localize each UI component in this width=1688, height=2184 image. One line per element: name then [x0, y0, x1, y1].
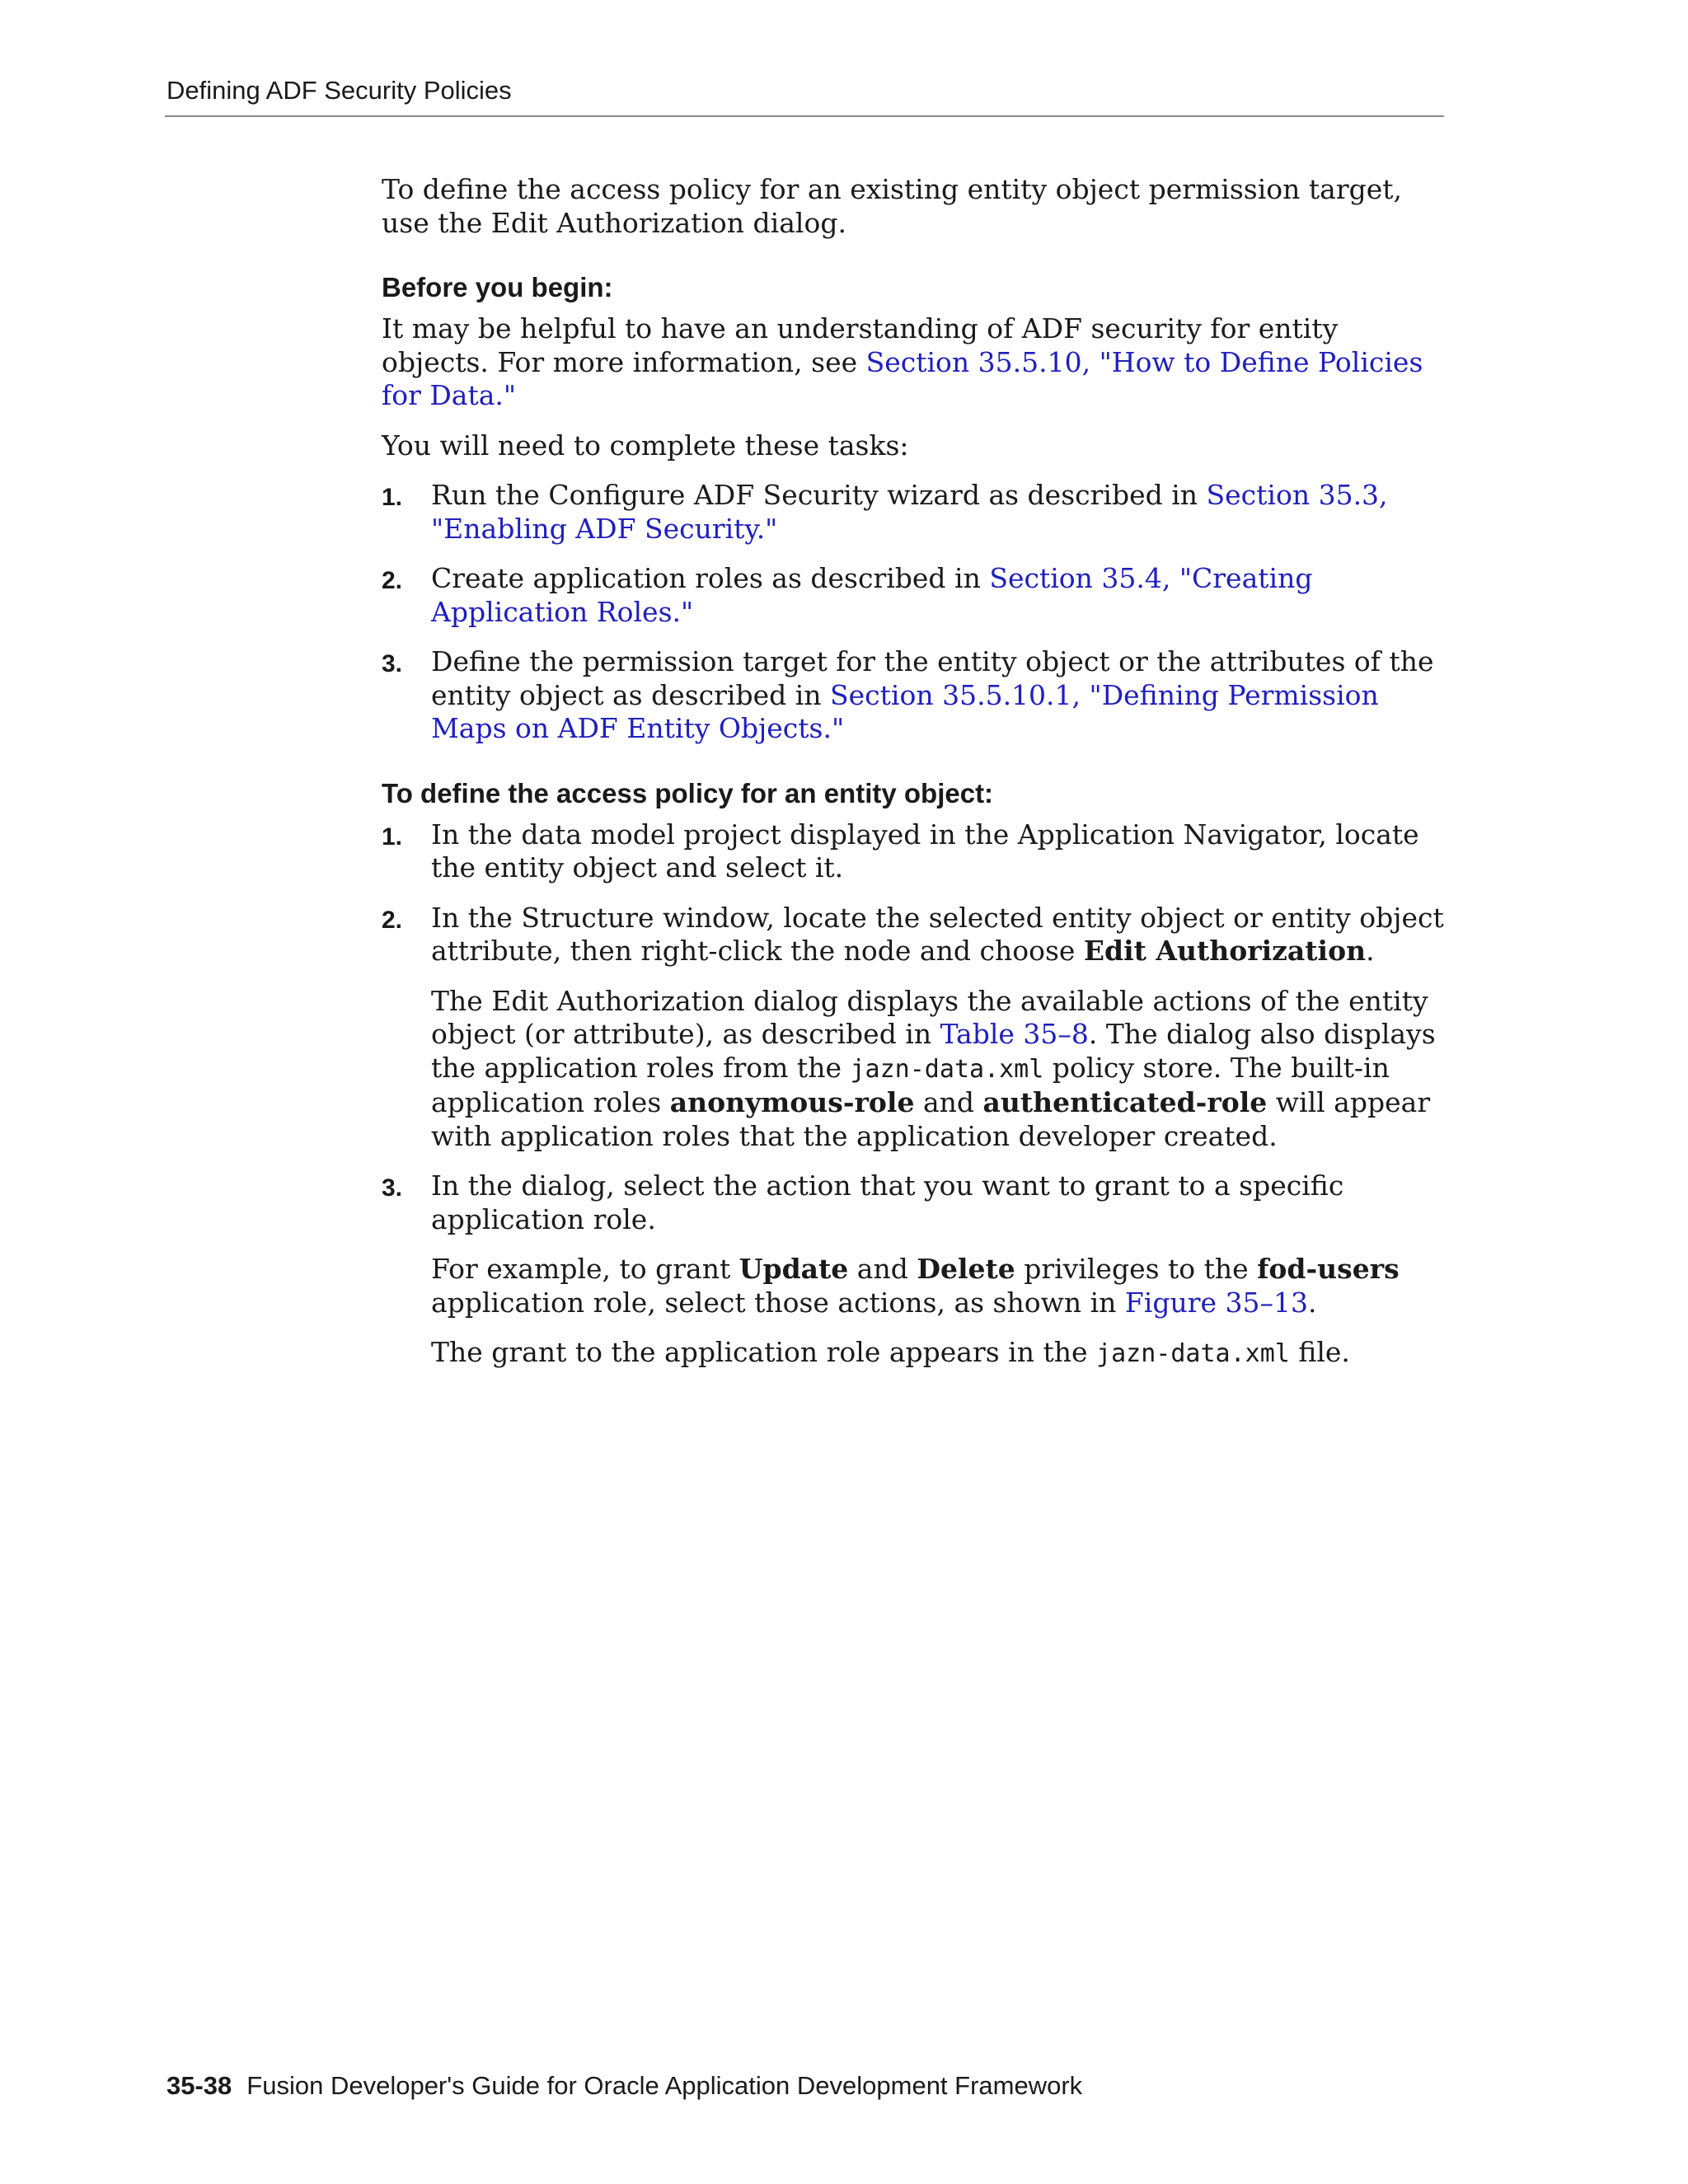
list-item [382, 562, 1445, 629]
link-table-35-8[interactable]: Table 35–8 [940, 1018, 1089, 1050]
task-text: Create application roles as described in [431, 562, 990, 594]
prerequisite-task-list [382, 479, 1445, 746]
role-name: anonymous-role [669, 1086, 915, 1118]
note-text-part: The grant to the application role appears in the [431, 1336, 1097, 1368]
before-paragraph [382, 312, 1445, 413]
code-filename: jazn-data.xml [850, 1054, 1044, 1084]
step-text-part: In the Structure window, locate the selected entity object or entity object attribute, then right-click the node and choose [431, 901, 1444, 967]
step-text [431, 902, 1445, 968]
link-section-35-3[interactable]: Section 35.3, "Enabling ADF Security." [431, 479, 1388, 545]
note-text-part: file. [1289, 1336, 1350, 1368]
step-detail [431, 985, 1445, 1154]
book-title: Fusion Developer's Guide for Oracle Application Development Framework [246, 2071, 1083, 2100]
menu-command-edit-authorization: Edit Authorization [1083, 935, 1367, 967]
task-number: 2. [382, 567, 403, 594]
page-number: 35-38 [166, 2071, 232, 2100]
code-filename: jazn-data.xml [1096, 1339, 1290, 1368]
task-text: Define the permission target for the entity object or the attributes of the entity object as described in [431, 645, 1434, 711]
intro-paragraph: To define the access policy for an existing entity object permission target, use the Edit Authorization dialog. [382, 173, 1402, 239]
before-text: It may be helpful to have an understanding of ADF security for entity objects. For more information, see [382, 312, 1339, 378]
page-body [382, 173, 1445, 1388]
example-text-part: application role, select those actions, as shown in [431, 1286, 1125, 1319]
task-number: 3. [382, 650, 403, 677]
step-number: 3. [382, 1174, 403, 1202]
detail-text-part: will appear with application roles that the application developer created. [431, 1086, 1431, 1152]
before-you-begin-heading: Before you begin: [382, 272, 613, 302]
link-section-35-5-10-1[interactable]: Section 35.5.10.1, "Defining Permission Maps on ADF Entity Objects." [431, 678, 1379, 744]
example-text-part: and [848, 1253, 917, 1285]
detail-text-part: policy store. The built-in application roles [431, 1051, 1390, 1118]
list-item [382, 479, 1445, 546]
privilege-name: Delete [917, 1253, 1015, 1285]
link-section-35-4[interactable]: Section 35.4, "Creating Application Roles." [431, 562, 1313, 628]
header-rule [165, 115, 1444, 117]
list-item [382, 818, 1445, 885]
page-footer [166, 2071, 1082, 2101]
example-text-part: . [1308, 1286, 1317, 1319]
role-name: fod-users [1257, 1253, 1400, 1285]
task-text: Run the Configure ADF Security wizard as described in [431, 479, 1207, 511]
step-text: In the data model project displayed in the Application Navigator, locate the entity object and select it. [431, 818, 1419, 883]
example-text-part: privileges to the [1015, 1253, 1258, 1285]
procedure-heading: To define the access policy for an entity object: [382, 777, 994, 808]
step-text-part: . [1366, 935, 1375, 967]
tasks-intro: You will need to complete these tasks: [382, 429, 909, 462]
step-grant-note [431, 1336, 1445, 1371]
step-example [431, 1253, 1445, 1319]
procedure-step-list [382, 818, 1445, 1371]
list-item [382, 902, 1445, 1154]
example-text-part: For example, to grant [431, 1253, 739, 1285]
list-item [382, 1169, 1445, 1371]
step-number: 1. [382, 823, 403, 851]
link-section-35-5-10[interactable]: Section 35.5.10, "How to Define Policies for Data." [382, 345, 1423, 411]
role-name: authenticated-role [982, 1086, 1268, 1118]
list-item [382, 645, 1445, 746]
step-number: 2. [382, 906, 403, 934]
privilege-name: Update [738, 1253, 849, 1285]
step-text: In the dialog, select the action that you want to grant to a specific application role. [431, 1169, 1344, 1235]
link-figure-35-13[interactable]: Figure 35–13 [1124, 1286, 1308, 1319]
task-number: 1. [382, 484, 403, 511]
detail-text-part: and [914, 1086, 983, 1118]
detail-text-part: The Edit Authorization dialog displays the available actions of the entity object (or attribute), as described in [431, 984, 1428, 1050]
detail-text-part: . The dialog also displays the application roles from the [431, 1018, 1436, 1084]
running-header: Defining ADF Security Policies [166, 76, 512, 105]
